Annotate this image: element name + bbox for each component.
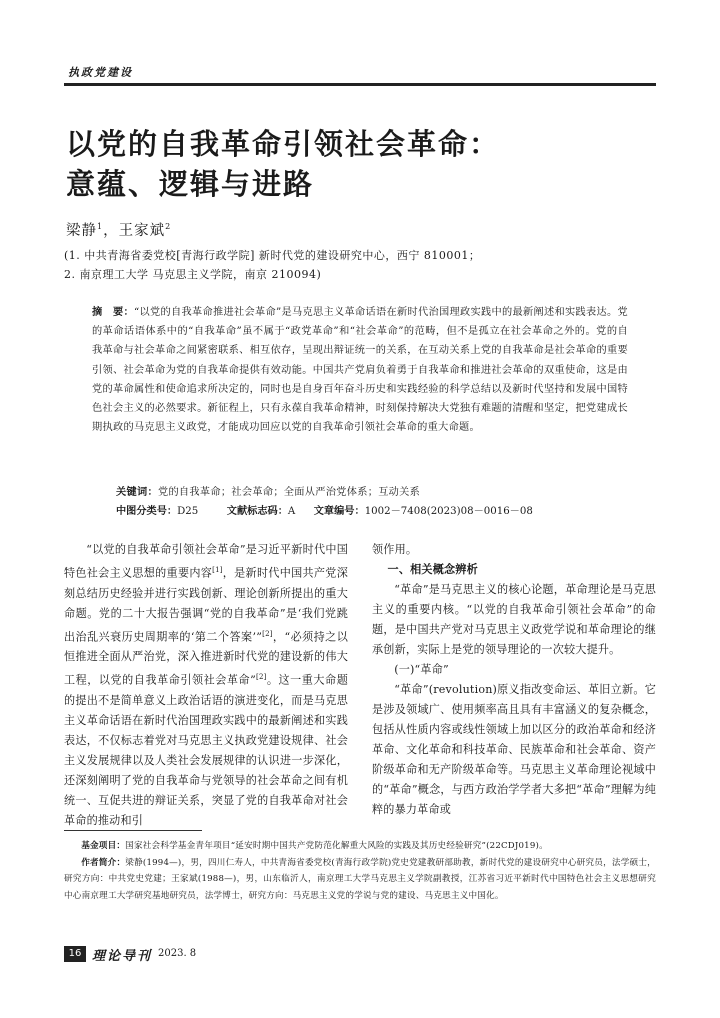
header-rule (64, 83, 656, 86)
clc-value: D25 (177, 506, 199, 517)
authors (66, 219, 171, 240)
author-1: 梁静 (66, 223, 97, 239)
article-title (66, 124, 666, 204)
affiliation-2: 2. 南京理工大学 马克思主义学院，南京 210094) (64, 268, 322, 281)
ref-2: [2] (262, 629, 273, 638)
right-paragraph-2: “革命”(revolution)原义指改变命运、革旧立新。它是涉及领域广、使用频率高且具有丰富涵义的复杂概念，包括从性质内容或线性领域上加以区分的政治革命和经济革命、文化革命和科技革命、民族革命和社会革命、资产阶级革命和无产阶级革命等。马克思主义革命理论视域中的“革命”概念，与西方政治学学者大多把“革命”理解为纯粹的暴力革命或 (372, 683, 656, 816)
footnote-rule (64, 830, 202, 831)
author-2-sup: 2 (165, 222, 172, 232)
section-heading-1: 一、相关概念辨析 (387, 563, 478, 576)
fund-text: 国家社会科学基金青年项目“延安时期中国共产党防范化解重大风险的实践及其历史经验研究”(22CDJ019)。 (125, 841, 548, 851)
bio-label: 作者简介： (81, 857, 126, 868)
bio-note (64, 855, 656, 905)
title-line-1: 以党的自我革命引领社会革命： (66, 127, 501, 161)
fund-label: 基金项目： (81, 841, 126, 851)
ref-3: [2] (256, 673, 267, 682)
art-label: 文章编号： (313, 506, 365, 517)
classification (116, 502, 533, 517)
clc-label: 中图分类号： (116, 506, 178, 517)
title-line-2: 意蕴、逻辑与进路 (66, 167, 315, 201)
footnote (64, 838, 656, 904)
abstract (92, 303, 628, 437)
doc-value: A (287, 506, 296, 517)
keywords-label: 关键词： (116, 487, 158, 498)
section-header: 执政党建设 (68, 66, 133, 79)
keywords (116, 483, 420, 498)
left-text-3: ，“必须持之以恒推进全面从严治党，深入推进新时代党的建设新的伟大工程，以党的自我革命引领社会革命” (64, 630, 349, 688)
bio-text: 梁静(1994—)，男，四川仁寿人，中共青海省委党校(青海行政学院)党史党建教研部助教，新时代党的建设研究中心研究员，法学硕士，研究方向：中共党史党建；王家斌(1988—)，男，山东临沂人，南京理工大学马克思主义学院副教授，江苏省习近平新时代中国特色社会主义思想研究中心南京理工大学研究基地研究员，法学博士，研究方向：马克思主义党的学说与党的建设、马克思主义中国化。 (64, 857, 656, 901)
issue-number: 2023. 8 (158, 948, 197, 959)
subsection-heading-1: (一)“革命” (394, 663, 449, 676)
fund-note (64, 838, 656, 855)
abstract-text: “以党的自我革命推进社会革命”是马克思主义革命话语在新时代治国理政实践中的最新阐述和实践表达。党的革命话语体系中的“自我革命”虽不属于“政党革命”和“社会革命”的范畴，但不是孤立在社会革命之外的。党的自我革命与社会革命之间紧密联系、相互依存，呈现出辩证统一的关系，在互动关系上党的自我革命是社会革命的重要引领、社会革命为党的自我革命提供有效动能。中国共产党肩负着勇于自我革命和推进社会革命的双重使命，这是由党的革命属性和使命追求所决定的，同时也是自身百年奋斗历史和实践经验的科学总结以及新时代坚持和发展中国特色社会主义的必然要求。新征程上，只有永葆自我革命精神，时刻保持解决大党独有难题的清醒和坚定，把党建成长期执政的马克思主义政党，才能成功回应以党的自我革命引领社会革命的重大命题。 (92, 307, 628, 434)
left-text-4: 。这一重大命题的提出不是简单意义上政治话语的演进变化，而是马克思主义革命话语在新时代治国理政实践中的最新阐述和实践表达，不仅标志着党对马克思主义执政党建设规律、社会主义发展规律以及人类社会发展规律的认识进一步深化，还深刻阐明了党的自我革命与党领导的社会革命之间有机统一、互促共进的辩证关系，突显了党的自我革命对社会革命的推动和引 (64, 674, 348, 828)
left-text-1: “以党的自我革命引领社会革命”是习近平新时代中国特色社会主义思想的重要内容 (64, 543, 348, 580)
right-column (372, 540, 656, 820)
author-1-sup: 1 (97, 222, 104, 232)
abstract-label: 摘 要： (92, 307, 134, 318)
right-continuation: 领作用。 (372, 543, 418, 556)
left-paragraph (64, 540, 348, 831)
right-paragraph-1: “革命”是马克思主义的核心论题，革命理论是马克思主义的重要内核。“以党的自我革命引领社会革命”的命题，是中国共产党对马克思主义政党学说和革命理论的继承创新，实际上是党的领导理论的一次较大提升。 (372, 583, 656, 656)
author-sep: ， (103, 223, 119, 239)
author-2: 王家斌 (118, 223, 166, 239)
ref-1: [1] (212, 566, 223, 574)
left-text-2: ，是新时代中国共产党深刻总结历史经验并进行实践创新、理论创新所提出的重大命题。党的二十大报告强调“党的自我革命”是‘我们党跳出治乱兴衰历史周期率的‘第二个答案’” (64, 566, 348, 644)
affiliation-1: (1. 中共青海省委党校[青海行政学院] 新时代党的建设研究中心，西宁 810001； (64, 249, 481, 262)
keywords-text: 党的自我革命；社会革命；全面从严治党体系；互动关系 (157, 487, 421, 498)
art-value: 1002－7408(2023)08－0016－08 (364, 506, 533, 517)
left-column (64, 540, 348, 831)
journal-name: 理论导刊 (92, 949, 153, 964)
page-number: 16 (64, 946, 86, 962)
doc-label: 文献标志码： (226, 506, 288, 517)
